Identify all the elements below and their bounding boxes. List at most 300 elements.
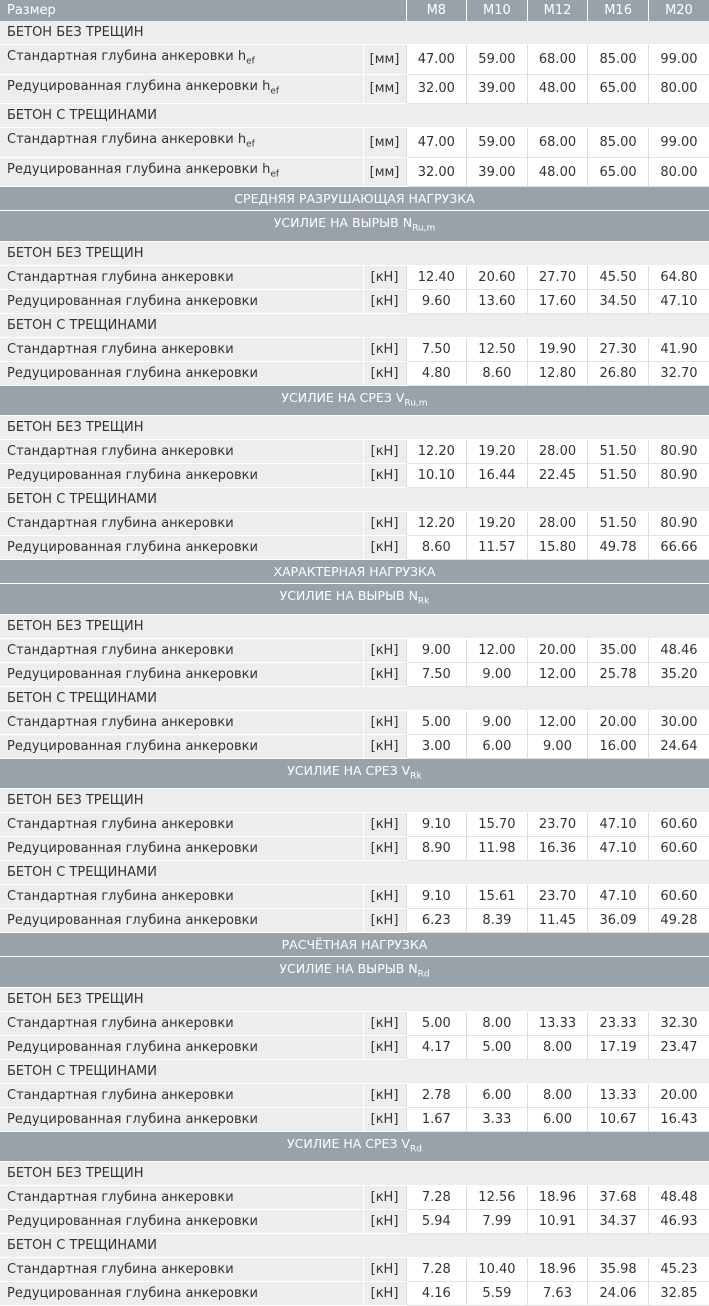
unit-cell: [кН] bbox=[363, 1282, 406, 1306]
value-cell: 10.10 bbox=[406, 464, 467, 488]
unit-cell: [кН] bbox=[363, 638, 406, 662]
row-label bbox=[0, 464, 363, 488]
value-cell: 12.80 bbox=[527, 361, 588, 385]
value-cell: 34.37 bbox=[588, 1210, 649, 1234]
group-title-row bbox=[0, 758, 709, 789]
group-title-row bbox=[0, 385, 709, 416]
value-cell: 9.00 bbox=[406, 638, 467, 662]
value-cell: 9.10 bbox=[406, 813, 467, 837]
value-cell: 34.50 bbox=[588, 289, 649, 313]
section-row bbox=[0, 241, 709, 265]
row-label bbox=[0, 74, 363, 104]
group-title: УСИЛИЕ НА СРЕЗ V bbox=[281, 389, 405, 405]
section-row bbox=[0, 21, 709, 45]
section-label: БЕТОН БЕЗ ТРЕЩИН bbox=[0, 416, 709, 440]
table-row bbox=[0, 361, 709, 385]
value-cell: 9.00 bbox=[527, 734, 588, 758]
value-cell: 59.00 bbox=[467, 45, 528, 75]
value-cell: 5.94 bbox=[406, 1210, 467, 1234]
size-column-header: M12 bbox=[527, 0, 588, 21]
value-cell: 11.98 bbox=[467, 837, 528, 861]
value-cell: 60.60 bbox=[648, 813, 709, 837]
table-row bbox=[0, 512, 709, 536]
row-label bbox=[0, 128, 363, 158]
table-row bbox=[0, 710, 709, 734]
value-cell: 47.10 bbox=[588, 885, 649, 909]
unit-cell: [кН] bbox=[363, 440, 406, 464]
value-cell: 4.16 bbox=[406, 1282, 467, 1306]
group-title-cell bbox=[0, 187, 709, 211]
row-label bbox=[0, 265, 363, 289]
group-title: СРЕДНЯЯ РАЗРУШАЮЩАЯ НАГРУЗКА bbox=[234, 191, 475, 207]
section-row bbox=[0, 987, 709, 1011]
value-cell: 8.90 bbox=[406, 837, 467, 861]
value-cell: 51.50 bbox=[588, 512, 649, 536]
size-column-header: M20 bbox=[648, 0, 709, 21]
row-label-text: Редуцированная глубина анкеровки h bbox=[7, 78, 271, 94]
table-row bbox=[0, 337, 709, 361]
row-label bbox=[0, 837, 363, 861]
unit-cell: [кН] bbox=[363, 1107, 406, 1131]
value-cell: 80.90 bbox=[648, 440, 709, 464]
unit-cell: [кН] bbox=[363, 464, 406, 488]
section-row bbox=[0, 1234, 709, 1258]
value-cell: 7.28 bbox=[406, 1258, 467, 1282]
table-row bbox=[0, 45, 709, 75]
value-cell: 23.33 bbox=[588, 1011, 649, 1035]
group-title-subscript: Rd bbox=[417, 969, 430, 980]
value-cell: 8.60 bbox=[467, 361, 528, 385]
section-row bbox=[0, 416, 709, 440]
value-cell: 51.50 bbox=[588, 464, 649, 488]
value-cell: 22.45 bbox=[527, 464, 588, 488]
row-label-text: Редуцированная глубина анкеровки bbox=[7, 1214, 258, 1230]
value-cell: 24.06 bbox=[588, 1282, 649, 1306]
group-title-row bbox=[0, 211, 709, 242]
value-cell: 4.17 bbox=[406, 1035, 467, 1059]
section-row bbox=[0, 1059, 709, 1083]
value-cell: 19.20 bbox=[467, 512, 528, 536]
value-cell: 11.45 bbox=[527, 909, 588, 933]
value-cell: 7.50 bbox=[406, 662, 467, 686]
row-label-text: Стандартная глубина анкеровки bbox=[7, 269, 234, 285]
value-cell: 60.60 bbox=[648, 885, 709, 909]
group-title-cell bbox=[0, 957, 709, 988]
value-cell: 32.00 bbox=[406, 74, 467, 104]
section-row bbox=[0, 686, 709, 710]
unit-cell: [мм] bbox=[363, 45, 406, 75]
table-row bbox=[0, 1282, 709, 1306]
value-cell: 85.00 bbox=[588, 128, 649, 158]
row-label bbox=[0, 813, 363, 837]
value-cell: 48.00 bbox=[527, 157, 588, 187]
value-cell: 17.19 bbox=[588, 1035, 649, 1059]
value-cell: 80.90 bbox=[648, 512, 709, 536]
value-cell: 39.00 bbox=[467, 157, 528, 187]
unit-cell: [кН] bbox=[363, 1035, 406, 1059]
value-cell: 80.00 bbox=[648, 74, 709, 104]
row-label-text: Стандартная глубина анкеровки bbox=[7, 817, 234, 833]
value-cell: 16.44 bbox=[467, 464, 528, 488]
table-row bbox=[0, 1035, 709, 1059]
section-label: БЕТОН С ТРЕЩИНАМИ bbox=[0, 1234, 709, 1258]
row-label bbox=[0, 1210, 363, 1234]
unit-cell: [кН] bbox=[363, 337, 406, 361]
section-row bbox=[0, 614, 709, 638]
value-cell: 30.00 bbox=[648, 710, 709, 734]
unit-cell: [кН] bbox=[363, 837, 406, 861]
value-cell: 49.28 bbox=[648, 909, 709, 933]
row-label bbox=[0, 1011, 363, 1035]
table-row bbox=[0, 813, 709, 837]
value-cell: 19.20 bbox=[467, 440, 528, 464]
value-cell: 36.09 bbox=[588, 909, 649, 933]
row-label bbox=[0, 45, 363, 75]
value-cell: 9.60 bbox=[406, 289, 467, 313]
value-cell: 7.50 bbox=[406, 337, 467, 361]
value-cell: 5.00 bbox=[467, 1035, 528, 1059]
unit-cell: [кН] bbox=[363, 885, 406, 909]
row-label-text: Редуцированная глубина анкеровки bbox=[7, 841, 258, 857]
row-label-text: Стандартная глубина анкеровки bbox=[7, 1190, 234, 1206]
row-label-subscript: ef bbox=[270, 86, 280, 97]
value-cell: 15.70 bbox=[467, 813, 528, 837]
row-label-subscript: ef bbox=[246, 139, 255, 150]
value-cell: 99.00 bbox=[648, 128, 709, 158]
group-title-subscript: Rd bbox=[409, 1144, 422, 1155]
value-cell: 16.00 bbox=[588, 734, 649, 758]
value-cell: 16.36 bbox=[527, 837, 588, 861]
value-cell: 48.48 bbox=[648, 1186, 709, 1210]
value-cell: 18.96 bbox=[527, 1186, 588, 1210]
unit-cell: [кН] bbox=[363, 536, 406, 560]
section-row bbox=[0, 861, 709, 885]
row-label-text: Редуцированная глубина анкеровки bbox=[7, 540, 258, 556]
value-cell: 26.80 bbox=[588, 361, 649, 385]
unit-cell: [кН] bbox=[363, 734, 406, 758]
section-label: БЕТОН С ТРЕЩИНАМИ bbox=[0, 1059, 709, 1083]
value-cell: 45.50 bbox=[588, 265, 649, 289]
value-cell: 13.33 bbox=[527, 1011, 588, 1035]
value-cell: 20.00 bbox=[588, 710, 649, 734]
unit-cell: [мм] bbox=[363, 74, 406, 104]
unit-cell: [кН] bbox=[363, 265, 406, 289]
table-header-row bbox=[0, 0, 709, 21]
value-cell: 12.00 bbox=[527, 710, 588, 734]
value-cell: 32.00 bbox=[406, 157, 467, 187]
group-title: ХАРАКТЕРНАЯ НАГРУЗКА bbox=[273, 564, 436, 580]
group-title-cell bbox=[0, 1131, 709, 1162]
value-cell: 99.00 bbox=[648, 45, 709, 75]
value-cell: 35.98 bbox=[588, 1258, 649, 1282]
size-column-header: M16 bbox=[588, 0, 649, 21]
size-column-header: M10 bbox=[467, 0, 528, 21]
group-title-row bbox=[0, 933, 709, 957]
row-label-text: Редуцированная глубина анкеровки bbox=[7, 913, 258, 929]
value-cell: 35.00 bbox=[588, 638, 649, 662]
value-cell: 64.80 bbox=[648, 265, 709, 289]
value-cell: 65.00 bbox=[588, 74, 649, 104]
table-row bbox=[0, 1258, 709, 1282]
row-label bbox=[0, 885, 363, 909]
unit-cell: [кН] bbox=[363, 662, 406, 686]
section-row bbox=[0, 1162, 709, 1186]
unit-cell: [кН] bbox=[363, 1011, 406, 1035]
value-cell: 15.80 bbox=[527, 536, 588, 560]
group-title-cell bbox=[0, 933, 709, 957]
table-row bbox=[0, 734, 709, 758]
row-label bbox=[0, 440, 363, 464]
row-label-text: Стандартная глубина анкеровки bbox=[7, 714, 234, 730]
value-cell: 12.00 bbox=[527, 662, 588, 686]
value-cell: 48.00 bbox=[527, 74, 588, 104]
value-cell: 10.40 bbox=[467, 1258, 528, 1282]
table-row bbox=[0, 440, 709, 464]
row-label-subscript: ef bbox=[270, 169, 280, 180]
table-row bbox=[0, 464, 709, 488]
table-row bbox=[0, 638, 709, 662]
value-cell: 8.00 bbox=[527, 1035, 588, 1059]
value-cell: 18.96 bbox=[527, 1258, 588, 1282]
section-label: БЕТОН БЕЗ ТРЕЩИН bbox=[0, 1162, 709, 1186]
value-cell: 39.00 bbox=[467, 74, 528, 104]
table-body bbox=[0, 21, 709, 1306]
value-cell: 5.59 bbox=[467, 1282, 528, 1306]
value-cell: 6.00 bbox=[467, 734, 528, 758]
size-header: Размер bbox=[0, 0, 406, 21]
row-label-text: Редуцированная глубина анкеровки bbox=[7, 1286, 258, 1302]
value-cell: 68.00 bbox=[527, 128, 588, 158]
row-label bbox=[0, 536, 363, 560]
unit-cell: [кН] bbox=[363, 1083, 406, 1107]
table-row bbox=[0, 837, 709, 861]
value-cell: 60.60 bbox=[648, 837, 709, 861]
group-title-cell bbox=[0, 560, 709, 584]
value-cell: 27.70 bbox=[527, 265, 588, 289]
value-cell: 7.63 bbox=[527, 1282, 588, 1306]
value-cell: 6.00 bbox=[467, 1083, 528, 1107]
row-label bbox=[0, 361, 363, 385]
row-label-text: Редуцированная глубина анкеровки bbox=[7, 365, 258, 381]
value-cell: 66.66 bbox=[648, 536, 709, 560]
unit-cell: [кН] bbox=[363, 909, 406, 933]
unit-cell: [кН] bbox=[363, 813, 406, 837]
value-cell: 17.60 bbox=[527, 289, 588, 313]
section-row bbox=[0, 789, 709, 813]
value-cell: 51.50 bbox=[588, 440, 649, 464]
value-cell: 24.64 bbox=[648, 734, 709, 758]
value-cell: 6.23 bbox=[406, 909, 467, 933]
group-title: РАСЧЁТНАЯ НАГРУЗКА bbox=[281, 937, 428, 953]
table-row bbox=[0, 536, 709, 560]
size-column-header: M8 bbox=[406, 0, 467, 21]
group-title-row bbox=[0, 1131, 709, 1162]
value-cell: 12.40 bbox=[406, 265, 467, 289]
unit-cell: [кН] bbox=[363, 512, 406, 536]
table-row bbox=[0, 1083, 709, 1107]
row-label-text: Стандартная глубина анкеровки bbox=[7, 642, 234, 658]
value-cell: 20.00 bbox=[648, 1083, 709, 1107]
value-cell: 32.70 bbox=[648, 361, 709, 385]
value-cell: 5.00 bbox=[406, 710, 467, 734]
value-cell: 47.10 bbox=[648, 289, 709, 313]
row-label bbox=[0, 734, 363, 758]
value-cell: 4.80 bbox=[406, 361, 467, 385]
group-title: УСИЛИЕ НА ВЫРЫВ N bbox=[273, 215, 413, 231]
row-label-text: Стандартная глубина анкеровки bbox=[7, 1262, 234, 1278]
value-cell: 20.60 bbox=[467, 265, 528, 289]
row-label-text: Редуцированная глубина анкеровки bbox=[7, 468, 258, 484]
row-label-text: Стандартная глубина анкеровки bbox=[7, 1087, 234, 1103]
group-title: УСИЛИЕ НА ВЫРЫВ N bbox=[279, 961, 418, 977]
row-label bbox=[0, 1282, 363, 1306]
value-cell: 12.00 bbox=[467, 638, 528, 662]
group-title-cell bbox=[0, 758, 709, 789]
value-cell: 15.61 bbox=[467, 885, 528, 909]
table-row bbox=[0, 157, 709, 187]
table-row bbox=[0, 74, 709, 104]
row-label-text: Стандартная глубина анкеровки h bbox=[7, 49, 247, 64]
unit-cell: [кН] bbox=[363, 361, 406, 385]
group-title: УСИЛИЕ НА СРЕЗ V bbox=[287, 1135, 410, 1151]
section-label: БЕТОН БЕЗ ТРЕЩИН bbox=[0, 789, 709, 813]
value-cell: 68.00 bbox=[527, 45, 588, 75]
row-label bbox=[0, 157, 363, 187]
group-title: УСИЛИЕ НА СРЕЗ V bbox=[287, 762, 411, 778]
value-cell: 2.78 bbox=[406, 1083, 467, 1107]
value-cell: 9.10 bbox=[406, 885, 467, 909]
unit-cell: [мм] bbox=[363, 157, 406, 187]
unit-cell: [кН] bbox=[363, 1258, 406, 1282]
row-label-text: Редуцированная глубина анкеровки h bbox=[7, 161, 271, 177]
value-cell: 47.00 bbox=[406, 128, 467, 158]
value-cell: 12.20 bbox=[406, 440, 467, 464]
table-row bbox=[0, 128, 709, 158]
value-cell: 25.78 bbox=[588, 662, 649, 686]
table-row bbox=[0, 885, 709, 909]
group-title-cell bbox=[0, 385, 709, 416]
row-label bbox=[0, 909, 363, 933]
row-label bbox=[0, 1186, 363, 1210]
value-cell: 32.85 bbox=[648, 1282, 709, 1306]
group-title-row bbox=[0, 584, 709, 615]
value-cell: 80.90 bbox=[648, 464, 709, 488]
row-label-text: Стандартная глубина анкеровки bbox=[7, 1015, 234, 1031]
group-title-cell bbox=[0, 584, 709, 615]
unit-cell: [кН] bbox=[363, 1210, 406, 1234]
table-row bbox=[0, 1186, 709, 1210]
group-title-row bbox=[0, 187, 709, 211]
section-row bbox=[0, 104, 709, 128]
value-cell: 5.00 bbox=[406, 1011, 467, 1035]
unit-cell: [кН] bbox=[363, 289, 406, 313]
value-cell: 13.60 bbox=[467, 289, 528, 313]
group-title-row bbox=[0, 560, 709, 584]
section-label: БЕТОН С ТРЕЩИНАМИ bbox=[0, 861, 709, 885]
value-cell: 16.43 bbox=[648, 1107, 709, 1131]
value-cell: 47.10 bbox=[588, 837, 649, 861]
row-label-text: Стандартная глубина анкеровки h bbox=[7, 132, 247, 148]
value-cell: 37.68 bbox=[588, 1186, 649, 1210]
table-row bbox=[0, 289, 709, 313]
row-label-text: Редуцированная глубина анкеровки bbox=[7, 1111, 258, 1127]
row-label-text: Стандартная глубина анкеровки bbox=[7, 341, 234, 357]
table-row bbox=[0, 909, 709, 933]
group-title-subscript: Rk bbox=[410, 771, 422, 782]
value-cell: 3.00 bbox=[406, 734, 467, 758]
section-label: БЕТОН С ТРЕЩИНАМИ bbox=[0, 104, 709, 128]
value-cell: 85.00 bbox=[588, 45, 649, 75]
row-label bbox=[0, 337, 363, 361]
row-label-text: Стандартная глубина анкеровки bbox=[7, 516, 234, 532]
row-label bbox=[0, 1258, 363, 1282]
row-label bbox=[0, 1035, 363, 1059]
section-label: БЕТОН БЕЗ ТРЕЩИН bbox=[0, 241, 709, 265]
value-cell: 45.23 bbox=[648, 1258, 709, 1282]
table-row bbox=[0, 662, 709, 686]
value-cell: 10.67 bbox=[588, 1107, 649, 1131]
group-title-row bbox=[0, 957, 709, 988]
value-cell: 59.00 bbox=[467, 128, 528, 158]
value-cell: 8.39 bbox=[467, 909, 528, 933]
row-label-text: Стандартная глубина анкеровки bbox=[7, 889, 234, 905]
value-cell: 9.00 bbox=[467, 710, 528, 734]
value-cell: 47.10 bbox=[588, 813, 649, 837]
section-row bbox=[0, 313, 709, 337]
group-title-cell bbox=[0, 211, 709, 242]
value-cell: 28.00 bbox=[527, 440, 588, 464]
value-cell: 20.00 bbox=[527, 638, 588, 662]
value-cell: 23.70 bbox=[527, 813, 588, 837]
section-label: БЕТОН БЕЗ ТРЕЩИН bbox=[0, 21, 709, 45]
row-label-text: Стандартная глубина анкеровки bbox=[7, 444, 234, 460]
section-label: БЕТОН С ТРЕЩИНАМИ bbox=[0, 686, 709, 710]
row-label bbox=[0, 1083, 363, 1107]
value-cell: 41.90 bbox=[648, 337, 709, 361]
value-cell: 12.56 bbox=[467, 1186, 528, 1210]
value-cell: 48.46 bbox=[648, 638, 709, 662]
value-cell: 12.20 bbox=[406, 512, 467, 536]
value-cell: 8.60 bbox=[406, 536, 467, 560]
value-cell: 27.30 bbox=[588, 337, 649, 361]
unit-cell: [мм] bbox=[363, 128, 406, 158]
group-title-subscript: Ru,m bbox=[404, 398, 428, 409]
value-cell: 23.47 bbox=[648, 1035, 709, 1059]
value-cell: 10.91 bbox=[527, 1210, 588, 1234]
group-title-subscript: Rk bbox=[417, 596, 430, 607]
row-label-subscript: ef bbox=[246, 56, 255, 67]
value-cell: 23.70 bbox=[527, 885, 588, 909]
section-label: БЕТОН С ТРЕЩИНАМИ bbox=[0, 313, 709, 337]
row-label bbox=[0, 662, 363, 686]
row-label-text: Редуцированная глубина анкеровки bbox=[7, 666, 258, 682]
value-cell: 7.28 bbox=[406, 1186, 467, 1210]
row-label bbox=[0, 638, 363, 662]
table-row bbox=[0, 1210, 709, 1234]
value-cell: 1.67 bbox=[406, 1107, 467, 1131]
value-cell: 3.33 bbox=[467, 1107, 528, 1131]
row-label bbox=[0, 1107, 363, 1131]
value-cell: 28.00 bbox=[527, 512, 588, 536]
value-cell: 6.00 bbox=[527, 1107, 588, 1131]
row-label-text: Редуцированная глубина анкеровки bbox=[7, 738, 258, 754]
unit-cell: [кН] bbox=[363, 1186, 406, 1210]
row-label-text: Редуцированная глубина анкеровки bbox=[7, 1039, 258, 1055]
table-row bbox=[0, 1107, 709, 1131]
value-cell: 8.00 bbox=[467, 1011, 528, 1035]
table-row bbox=[0, 265, 709, 289]
section-label: БЕТОН С ТРЕЩИНАМИ bbox=[0, 488, 709, 512]
